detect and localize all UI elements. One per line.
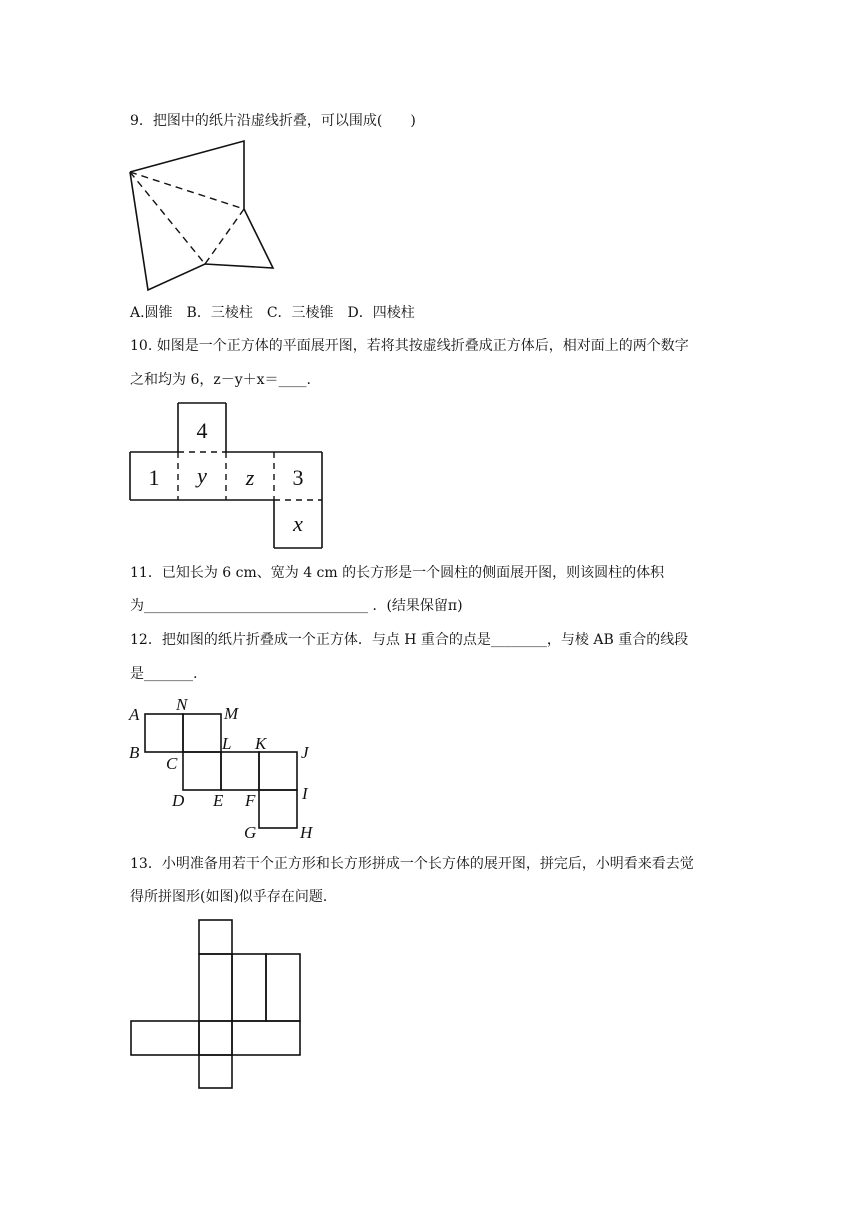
q9-text: 9．把图中的纸片沿虚线折叠，可以围成( ): [130, 113, 416, 129]
q11-text-line1: 11．已知长为 6 cm、宽为 4 cm 的长方形是一个圆柱的侧面展开图，则该圆柱的体积: [130, 565, 665, 581]
q12-text-line2: 是_______.: [130, 666, 198, 682]
q10-label-c: z: [245, 465, 255, 490]
q12-point-E: E: [213, 791, 224, 810]
q12-point-G: G: [244, 823, 257, 842]
q10-label-top: 4: [196, 418, 208, 443]
q13-text-line2: 得所拼图形(如图)似乎存在问题．: [130, 889, 337, 905]
q13-text-line1: 13．小明准备用若干个正方形和长方形拼成一个长方体的展开图，拼完后，小明看来看去觉: [130, 856, 694, 872]
q10-label-bottom: x: [293, 511, 303, 536]
q9-fold-line-3: [205, 209, 244, 264]
q10-label-d: 3: [292, 465, 304, 490]
q11-text-line2: 为________________________________ ．(结果保留π): [130, 598, 463, 614]
q12-point-H: H: [300, 823, 313, 842]
q9-fold-line-1: [130, 172, 244, 209]
q10-text-line1: 10. 如图是一个正方体的平面展开图，若将其按虚线折叠成正方体后，相对面上的两个数字: [130, 338, 689, 354]
q12-point-B: B: [129, 743, 140, 762]
q12-point-M: M: [224, 704, 239, 723]
q12-point-F: F: [245, 791, 256, 810]
q9-options: A.圆锥 B．三棱柱 C．三棱锥 D．四棱柱: [130, 305, 415, 321]
q10-label-a: 1: [148, 465, 160, 490]
q10-label-b: y: [197, 463, 207, 488]
q12-point-C: C: [166, 754, 178, 773]
q12-point-L: L: [222, 734, 232, 753]
q12-point-D: D: [172, 791, 185, 810]
q10-text-line2: 之和均为 6，z－y＋x＝____.: [130, 372, 311, 388]
q12-point-A: A: [129, 705, 140, 724]
q9-fold-line-2: [130, 172, 205, 264]
q9-outline: [130, 141, 273, 290]
q12-point-J: J: [301, 743, 309, 762]
q12-point-I: I: [302, 784, 308, 803]
q12-point-N: N: [176, 695, 188, 714]
q12-point-K: K: [255, 734, 267, 753]
q12-text-line1: 12．把如图的纸片折叠成一个正方体．与点 H 重合的点是________，与棱 AB 重合的线段: [130, 632, 689, 648]
